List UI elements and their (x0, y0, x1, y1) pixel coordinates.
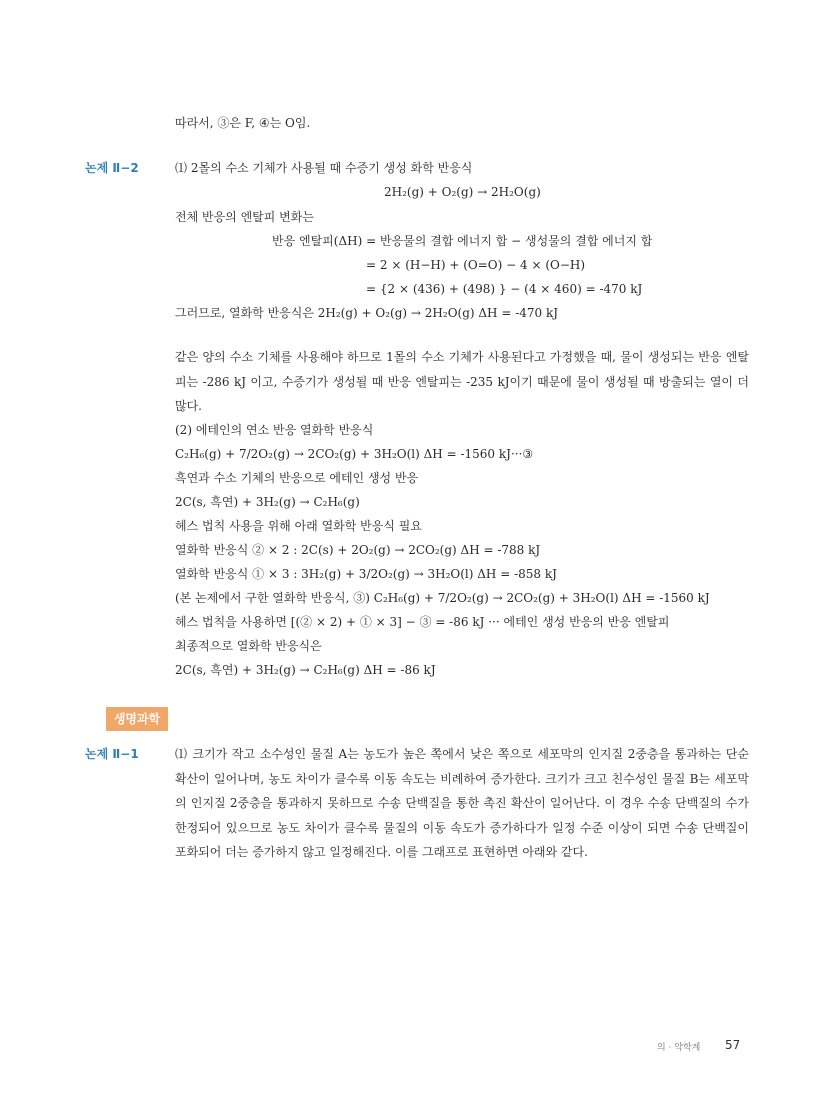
ethane-combustion-equation: C₂H₆(g) + 7/2O₂(g) → 2CO₂(g) + 3H₂O(l) ΔH = -1560 kJ···③ (175, 447, 534, 461)
enthalpy-step-2: = {2 × (436) + (498) } − (4 × 460) = -470 kJ (366, 282, 643, 296)
hess-law-note: 헤스 법칙 사용을 위해 아래 열화학 반응식 필요 (175, 519, 422, 533)
conclusion-line: 따라서, ③은 F, ④는 O임. (175, 116, 311, 130)
comparison-paragraph: 같은 양의 수소 기체를 사용해야 하므로 1몰의 수소 기체가 사용된다고 가정했을 때, 물이 생성되는 반응 엔탈피는 -286 kJ 이고, 수증기가 생성될 때 반응 엔탈피는 -235 kJ이기 때문에 물이 생성될 때 방출되는 열이 더 많다. (175, 350, 749, 413)
enthalpy-definition: 반응 엔탈피(ΔH) = 반응물의 결합 에너지 합 − 생성물의 결합 에너지 합 (272, 234, 653, 248)
enthalpy-intro-line: 전체 반응의 엔탈피 변화는 (175, 210, 314, 224)
equation-water-vapor: 2H₂(g) + O₂(g) → 2H₂O(g) (384, 185, 541, 199)
thermo-equation-result: 그러므로, 열화학 반응식은 2H₂(g) + O₂(g) → 2H₂O(g) ΔH = -470 kJ (175, 306, 559, 320)
footer-section-name: 의 · 약학계 (657, 1043, 701, 1053)
page-number: 57 (725, 1038, 741, 1052)
final-equation: 2C(s, 흑연) + 3H₂(g) → C₂H₆(g) ΔH = -86 kJ (175, 663, 436, 677)
ethane-formation-equation: 2C(s, 흑연) + 3H₂(g) → C₂H₆(g) (175, 495, 360, 509)
ethane-intro-line: (2) 에테인의 연소 반응 열화학 반응식 (175, 423, 374, 437)
ethane-formation-intro: 흑연과 수소 기체의 반응으로 에테인 생성 반응 (175, 471, 419, 485)
reaction-intro-line: ⑴ 2몰의 수소 기체가 사용될 때 수증기 생성 화학 반응식 (175, 161, 473, 175)
equation-2-times-2: 열화학 반응식 ② × 2 : 2C(s) + 2O₂(g) → 2CO₂(g) ΔH = -788 kJ (175, 543, 541, 557)
problem-label-ii-1: 논제 Ⅱ−1 (85, 747, 139, 761)
diffusion-paragraph: ⑴ 크기가 작고 소수성인 물질 A는 농도가 높은 쪽에서 낮은 쪽으로 세포막의 인지질 2중층을 통과하는 단순 확산이 일어나며, 농도 차이가 클수록 이동 속도는 비례하여 증가한다. 크기가 크고 친수성인 물질 B는 세포막의 인지질 2중층을 통과하지 못하므로 수송 단백질을 통한 촉진 확산이 일어난다. 이 경우 수송 단백질의 수가 한정되어 있으므로 농도 차이가 클수록 물질의 이동 속도가 증가하다가 일정 수준 이상이 되면 수송 단백질이 포화되어 더는 증가하지 않고 일정해진다. 이를 그래프로 표현하면 아래와 같다. (175, 747, 749, 859)
equation-1-times-3: 열화학 반응식 ① × 3 : 3H₂(g) + 3/2O₂(g) → 3H₂O(l) ΔH = -858 kJ (175, 567, 557, 581)
problem-label-ii-2: 논제 Ⅱ−2 (85, 161, 139, 175)
enthalpy-step-1: = 2 × (H−H) + (O=O) − 4 × (O−H) (366, 258, 586, 272)
section-badge-biology: 생명과학 (106, 707, 168, 731)
final-intro-line: 최종적으로 열화학 반응식은 (175, 639, 322, 653)
hess-law-calculation: 헤스 법칙을 사용하면 [(② × 2) + ① × 3] − ③ = -86 kJ ··· 에테인 생성 반응의 반응 엔탈피 (175, 615, 670, 629)
equation-3: (본 논제에서 구한 열화학 반응식, ③) C₂H₆(g) + 7/2O₂(g) → 2CO₂(g) + 3H₂O(l) ΔH = -1560 kJ (175, 591, 710, 605)
